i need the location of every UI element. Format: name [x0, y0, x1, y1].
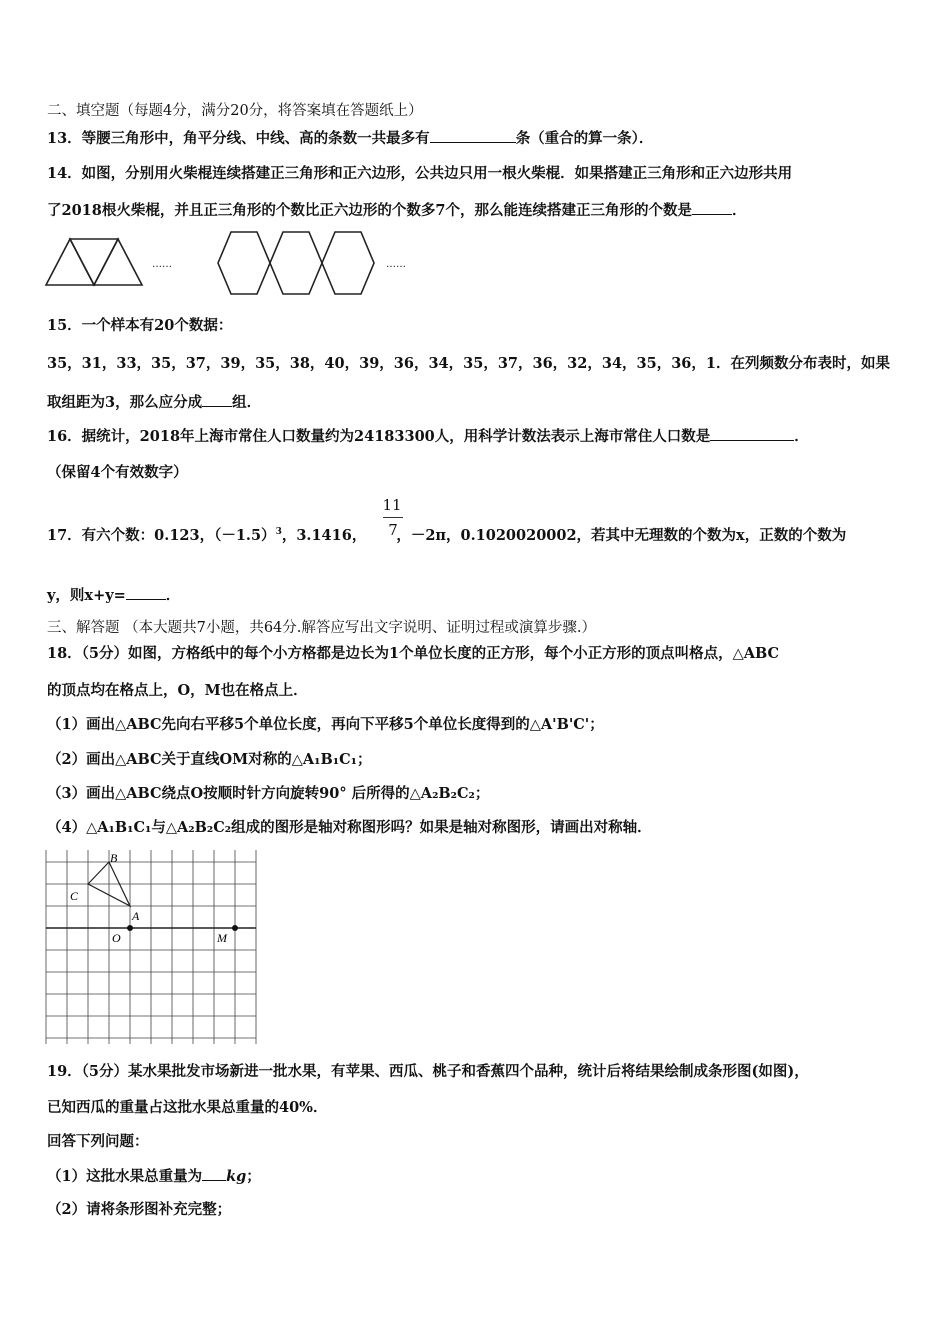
question-16-line-2: （保留4个有效数字）: [47, 464, 188, 481]
q17-text-end: ，－2π，0.1020020002，若其中无理数的个数为x，正数的个数为: [396, 526, 847, 544]
question-14-line-1: 14．如图，分别用火柴棍连续搭建正三角形和正六边形，公共边只用一根火柴棍．如果搭建正三角形和正六边形共用: [47, 165, 793, 182]
q17-period: ．: [165, 587, 181, 604]
q15-text: 取组距为3，那么应分成: [47, 394, 203, 411]
question-17-line-2: [47, 585, 180, 606]
q19-answer-blank[interactable]: [202, 1166, 226, 1181]
q15-text-end: 组．: [232, 394, 262, 411]
q14-period: ．: [731, 202, 747, 219]
question-13: [47, 128, 653, 149]
question-17-line-1: [47, 522, 846, 546]
q13-text-end: 条（重合的算一条）．: [515, 130, 654, 147]
q13-answer-blank[interactable]: [430, 128, 516, 143]
q19-semicolon: ；: [246, 1168, 261, 1185]
hexagons-ellipsis: ……: [386, 259, 406, 270]
grid-figure: [44, 848, 260, 1046]
question-18-line-1: 18．（5分）如图，方格纸中的每个小方格都是边长为1个单位长度的正方形，每个小正方形的顶点叫格点，△ABC: [47, 645, 780, 662]
question-19-line-2: 已知西瓜的重量占这批水果总重量的40%．: [47, 1099, 328, 1116]
fraction-numerator: 11: [382, 496, 402, 514]
question-16-line-1: [47, 426, 809, 447]
label-b: B: [110, 851, 118, 865]
section-3-heading: 三、解答题 （本大题共7小题，共64分.解答应写出文字说明、证明过程或演算步骤.）: [47, 620, 597, 636]
question-18-part-1: （1）画出△ABC先向右平移5个单位长度，再向下平移5个单位长度得到的△A'B'C'；: [47, 716, 604, 733]
question-18-part-3: （3）画出△ABC绕点O按顺时针方向旋转90° 后所得的△A₂B₂C₂；: [47, 785, 490, 802]
question-18-part-4: （4）△A₁B₁C₁与△A₂B₂C₂组成的图形是轴对称图形吗？如果是轴对称图形，请画出对称轴．: [47, 819, 652, 836]
question-15-line-2: 35，31，33，35，37，39，35，38，40，39，36，34，35，37，36，32，34，35，36，1．在列频数分布表时，如果: [47, 355, 890, 372]
fraction-bar: [383, 517, 403, 518]
question-19-part-1: [47, 1166, 261, 1187]
point-o: [127, 925, 133, 931]
q16-text: 16．据统计，2018年上海市常住人口数量约为24183300人，用科学计数法表示上海市常住人口数是: [47, 428, 711, 445]
question-19-line-3: 回答下列问题：: [47, 1133, 149, 1150]
label-a: A: [132, 909, 140, 923]
label-c: C: [70, 889, 79, 903]
q17-text-start: 17．有六个数：0.123，（－1.5）: [47, 526, 276, 544]
point-m: [232, 925, 238, 931]
q17-answer-blank[interactable]: [126, 585, 166, 600]
q14-answer-blank[interactable]: [692, 200, 732, 215]
triangles-ellipsis: ……: [152, 259, 172, 270]
q16-period: ．: [794, 428, 809, 445]
q17-text: y，则x+y=: [47, 587, 126, 604]
question-15-line-3: [47, 392, 261, 413]
question-14-line-2: [47, 200, 746, 221]
question-19-part-2: （2）请将条形图补充完整；: [47, 1201, 232, 1218]
question-15-line-1: 15．一个样本有20个数据：: [47, 317, 233, 334]
label-o: O: [112, 931, 121, 945]
q17-exponent: 3: [275, 527, 282, 537]
q13-text: 13．等腰三角形中，角平分线、中线、高的条数一共最多有: [47, 130, 430, 147]
q17-text-mid: ，3.1416，: [281, 526, 367, 544]
question-18-part-2: （2）画出△ABC关于直线OM对称的△A₁B₁C₁；: [47, 751, 372, 768]
hexagons-figure: [214, 228, 378, 298]
q15-answer-blank[interactable]: [202, 392, 232, 407]
q19-unit: kg: [226, 1168, 247, 1185]
section-2-heading: 二、填空题（每题4分，满分20分，将答案填在答题纸上）: [47, 103, 423, 119]
question-19-line-1: 19．（5分）某水果批发市场新进一批水果，有苹果、西瓜、桃子和香蕉四个品种，统计后将结果绘制成条形图(如图)，: [47, 1063, 809, 1080]
q19-text: （1）这批水果总重量为: [47, 1168, 203, 1185]
fraction-denominator: 7: [388, 521, 398, 539]
grid-lines: [46, 850, 256, 1044]
q14-text: 了2018根火柴棍，并且正三角形的个数比正六边形的个数多7个，那么能连续搭建正三角形的个数是: [47, 202, 692, 219]
question-18-line-2: 的顶点均在格点上，O，M也在格点上．: [47, 682, 308, 699]
triangles-figure: [44, 236, 144, 288]
q16-answer-blank[interactable]: [710, 426, 794, 441]
label-m: M: [217, 931, 227, 945]
